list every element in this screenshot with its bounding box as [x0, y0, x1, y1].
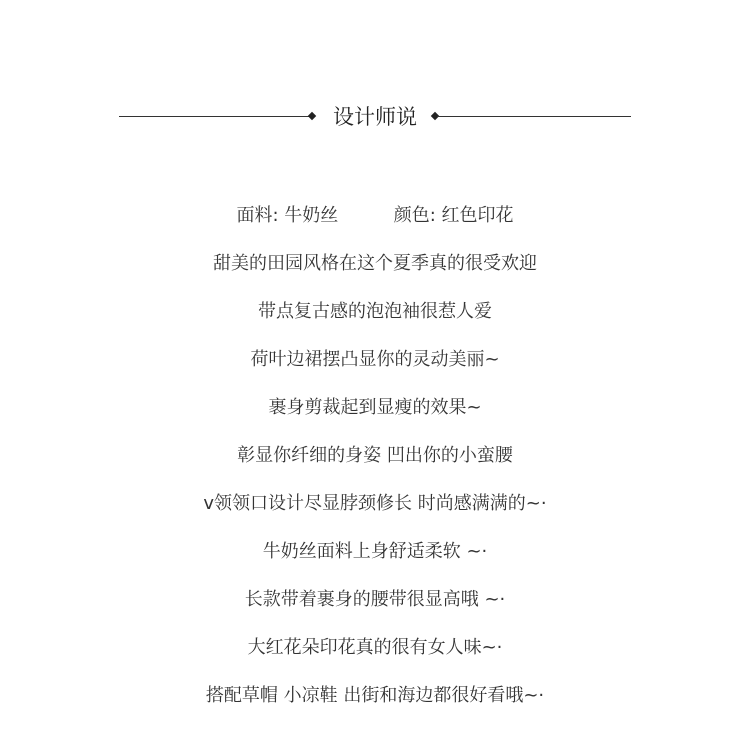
divider-line-left	[119, 116, 312, 117]
description-line: 裹身剪裁起到显瘦的效果~	[268, 397, 482, 418]
divider-line-right	[437, 116, 631, 117]
diamond-ornament-left-icon	[308, 112, 316, 120]
section-header	[119, 104, 631, 130]
description-line: 搭配草帽 小凉鞋 出街和海边都很好看哦~·	[205, 685, 545, 706]
description-line: 带点复古感的泡泡袖很惹人爱	[258, 301, 492, 322]
description-line: 甜美的田园风格在这个夏季真的很受欢迎	[213, 253, 537, 274]
color-value: 红色印花	[441, 205, 514, 226]
spec-line	[0, 199, 750, 247]
description-line: 彰显你纤细的身姿 凹出你的小蛮腰	[237, 445, 513, 466]
description-line: 长款带着裹身的腰带很显高哦 ~·	[244, 589, 506, 610]
fabric-label: 面料:	[236, 205, 279, 226]
section-title: 设计师说	[333, 105, 417, 129]
fabric-value: 牛奶丝	[284, 205, 339, 226]
description-line: v领领口设计尽显脖颈修长 时尚感满满的~·	[203, 493, 547, 514]
description-line: 荷叶边裙摆凸显你的灵动美丽~	[250, 349, 500, 370]
color-label: 颜色:	[393, 205, 436, 226]
description-line: 牛奶丝面料上身舒适柔软 ~·	[262, 541, 488, 562]
description-line: 大红花朵印花真的很有女人味~·	[247, 637, 503, 658]
description-lines	[0, 199, 750, 727]
